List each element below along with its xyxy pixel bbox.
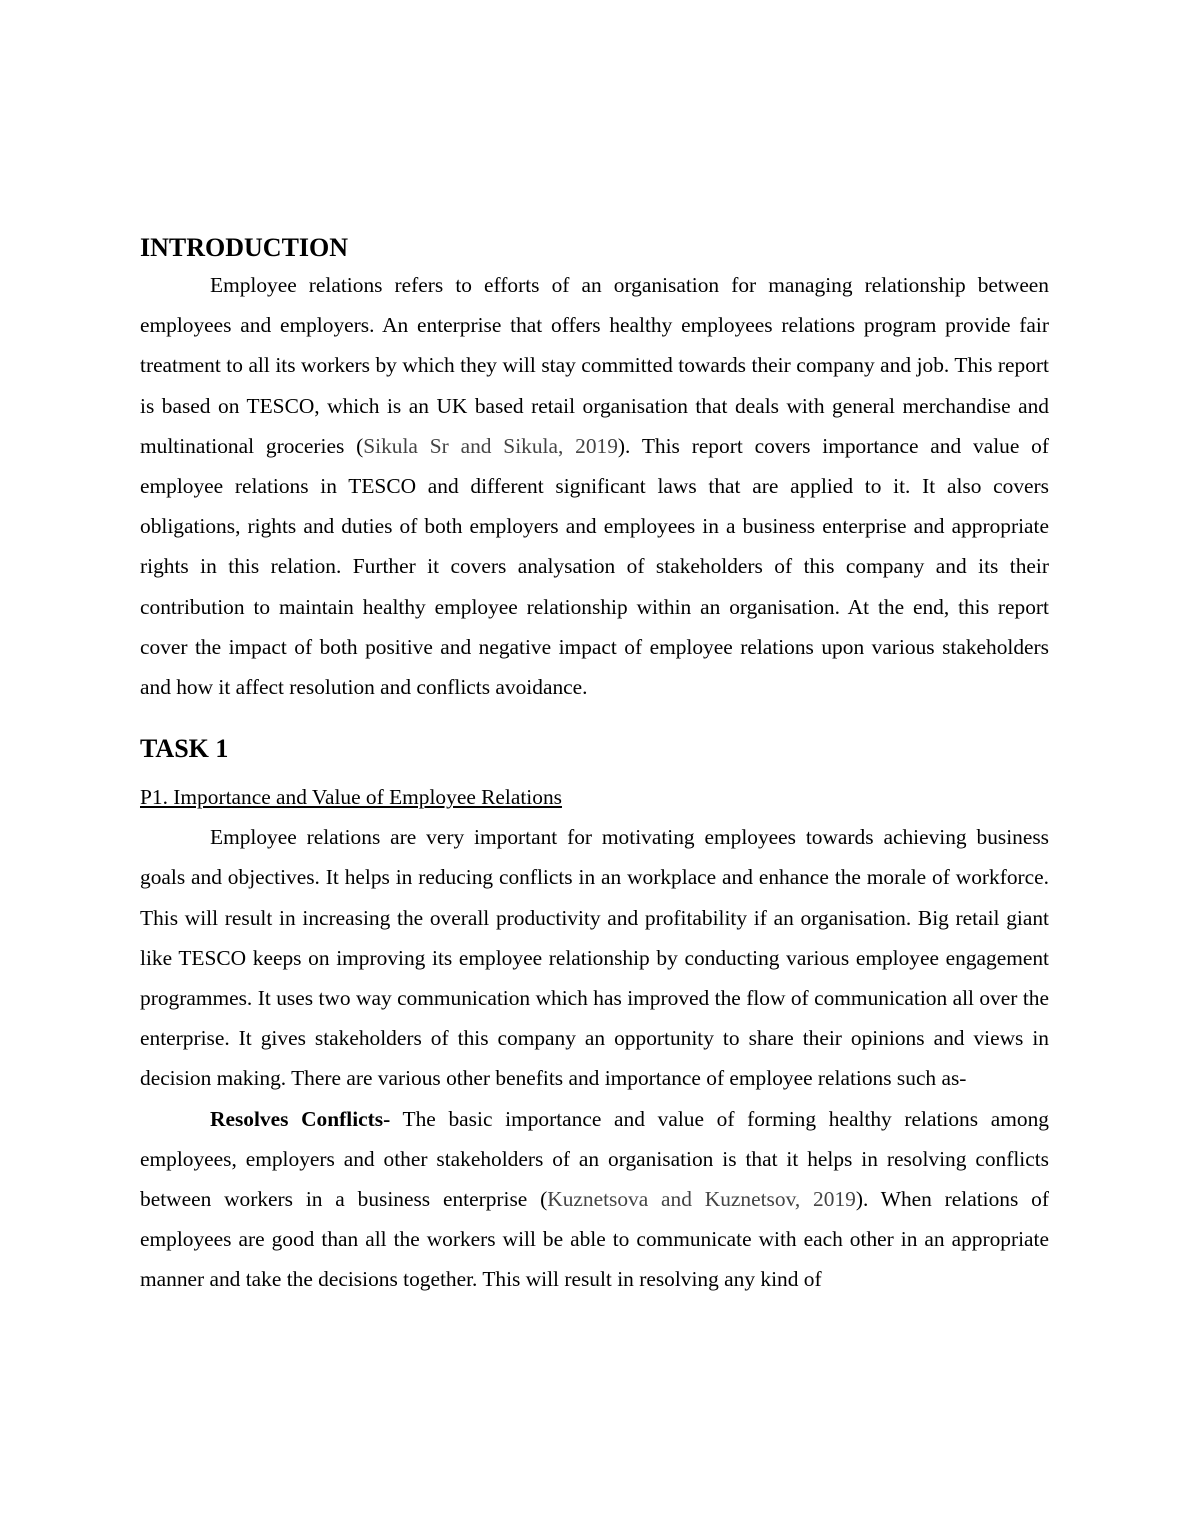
resolves-conflicts-text-2: ). When relations of employees are good than all the workers will be able to communicate with each other in an appropriate manner and take the decisions together. This will result in resolving any kind of: [140, 1187, 1049, 1292]
citation-sikula: Sikula Sr and Sikula, 2019: [363, 433, 618, 458]
introduction-paragraph: [140, 265, 1049, 707]
resolves-conflicts-text-1: The basic importance and value of forming healthy relations among employees, employers and other stakeholders of an organisation is that it helps in resolving conflicts between workers in a business enterprise (: [140, 1106, 1049, 1212]
p1-subheading-text: P1. Importance and Value of Employee Relations: [140, 785, 562, 810]
resolves-conflicts-term: Resolves Conflicts-: [210, 1106, 391, 1131]
introduction-text-2: ). This report covers importance and value of employee relations in TESCO and different significant laws that are applied to it. It also covers obligations, rights and duties of both employers and employees in a business enterprise and appropriate rights in this relation. Further it covers analysation of stakeholders of this company and its their contribution to maintain healthy employee relationship within an organisation. At the end, this report cover the impact of both positive and negative impact of employee relations upon various stakeholders and how it affect resolution and conflicts avoidance.: [140, 433, 1049, 700]
introduction-heading: INTRODUCTION: [140, 233, 349, 262]
introduction-text-1: Employee relations refers to efforts of an organisation for managing relationship between employees and employers. An enterprise that offers healthy employees relations program provide fair treatment to all its workers by which they will stay committed towards their company and job. This report is based on TESCO, which is an UK based retail organisation that deals with general merchandise and multinational groceries (: [140, 273, 1049, 458]
task1-paragraph: Employee relations are very important for motivating employees towards achieving business goals and objectives. It helps in reducing conflicts in an workplace and enhance the morale of workforce. This will result in increasing the overall productivity and profitability if an organisation. Big retail giant like TESCO keeps on improving its employee relationship by conducting various employee engagement programmes. It uses two way communication which has improved the flow of communication all over the enterprise. It gives stakeholders of this company an opportunity to share their opinions and views in decision making. There are various other benefits and importance of employee relations such as-: [140, 825, 1049, 1091]
task1-heading: TASK 1: [140, 734, 229, 764]
citation-kuznetsova: Kuznetsova and Kuznetsov, 2019: [547, 1187, 856, 1212]
resolves-conflicts-paragraph: [140, 1099, 1049, 1300]
document-page: [140, 231, 1049, 1300]
p1-subheading: [140, 777, 1049, 817]
